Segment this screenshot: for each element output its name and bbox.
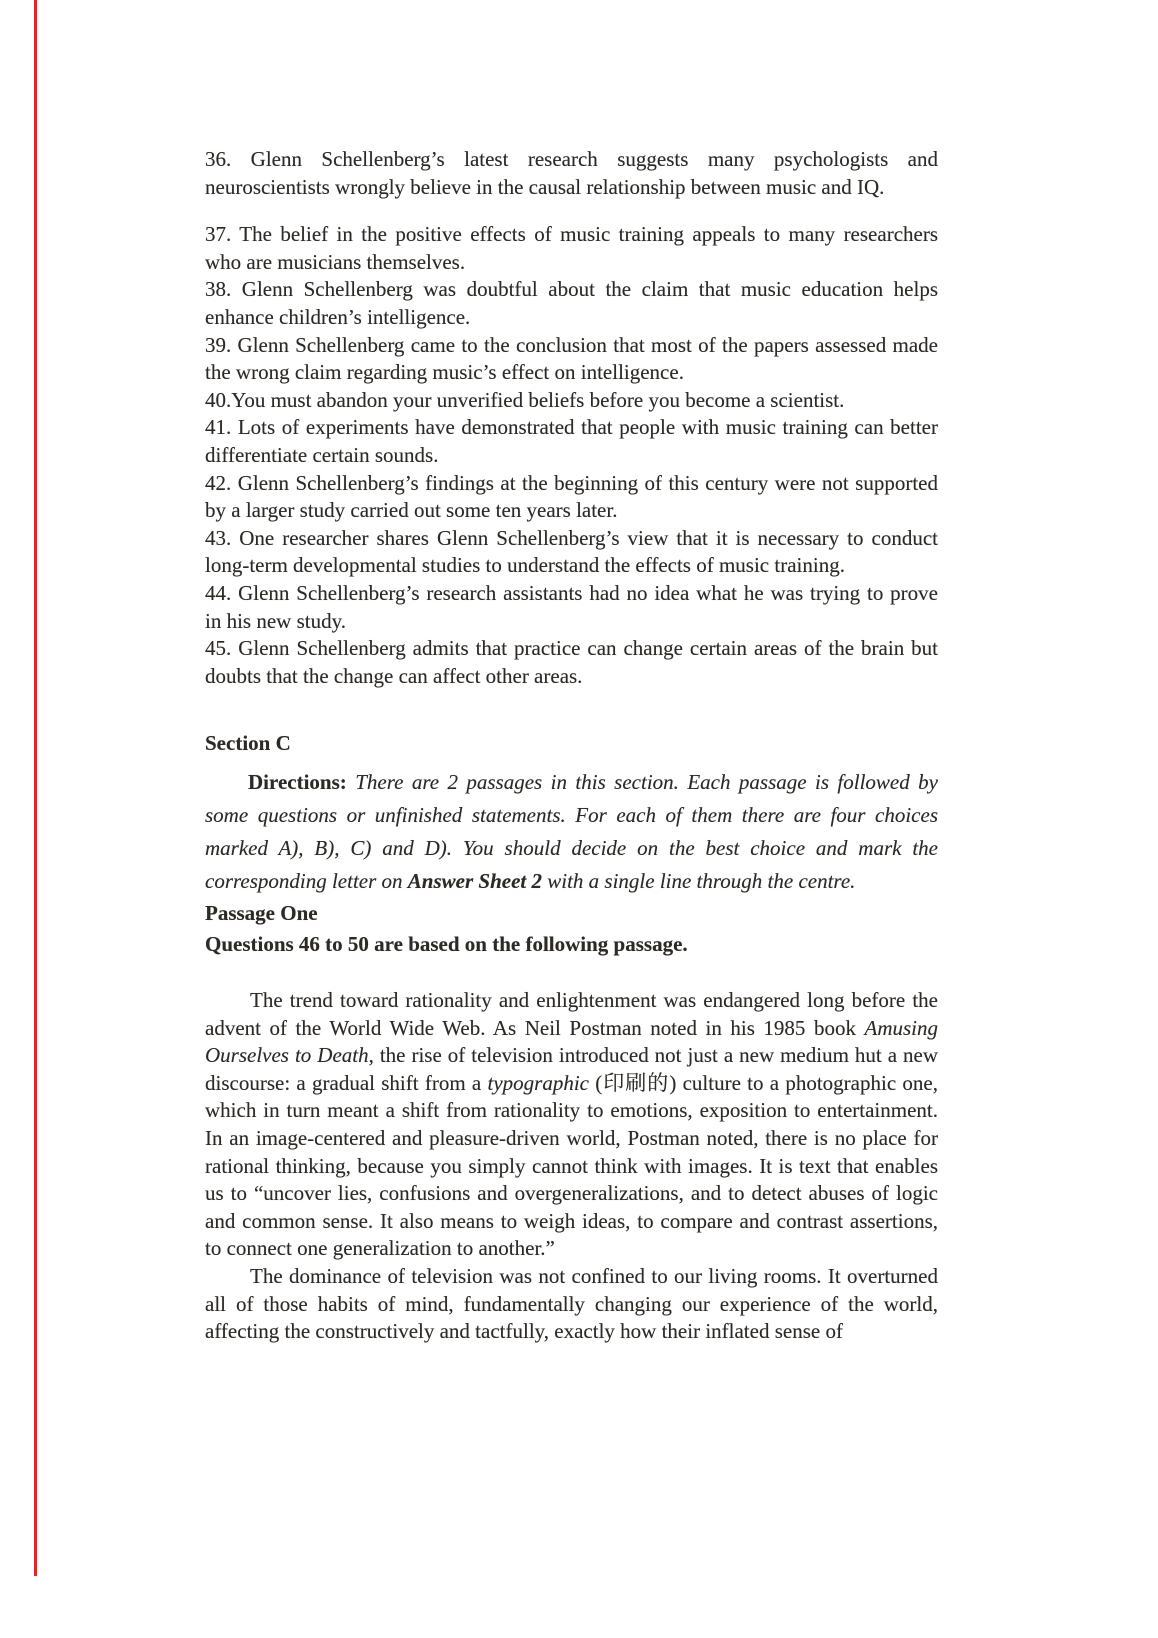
red-margin-line [34,0,37,1576]
passage-paragraph [205,987,938,1263]
text-run: with a single line through the centre. [541,868,856,893]
text-run: Directions: [248,769,356,794]
questions-range-line: Questions 46 to 50 are based on the following passage. [205,932,688,957]
text-run: The trend toward rationality and enlightenment was endangered long before the advent of the World Wide Web. As Neil Postman noted in his 1985 book [205,988,938,1040]
text-run: (印刷的) culture to a photographic one, which in turn meant a shift from rationality to emotions, exposition to entertainment. In an image-centered and pleasure-driven world, Postman noted, there is no place for rational thinking, because you simply cannot think with images. It is text that enables us to “uncover lies, confusions and overgeneralizations, and to detect abuses of logic and common sense. It also means to weigh ideas, to compare and contrast assertions, to connect one generalization to another.” [205,1070,938,1261]
passage-body [205,987,938,1346]
text-run: Answer Sheet 2 [407,868,542,893]
passage-one-heading: Passage One [205,900,318,925]
statement-item: 42. Glenn Schellenberg’s findings at the beginning of this century were not supported by a larger study carried out some ten years later. [205,470,938,523]
page-content [205,146,938,1346]
statement-item: 45. Glenn Schellenberg admits that practice can change certain areas of the brain but doubts that the change can affect other areas. [205,636,938,688]
passage-paragraph [205,1263,938,1346]
statement-list [205,146,938,690]
statement-item: 37. The belief in the positive effects of music training appeals to many researchers who are musicians themselves. [205,222,938,274]
section-c-heading: Section C [205,731,291,756]
statement-item: 39. Glenn Schellenberg came to the conclusion that most of the papers assessed made the wrong claim regarding music’s effect on intelligence. [205,332,938,385]
statement-item: 44. Glenn Schellenberg’s research assistants had no idea what he was trying to prove in his new study. [205,580,938,633]
directions-paragraph [205,766,938,898]
text-run: , the rise of television introduced not just a new medium hut a new discourse: a gradual shift from a [205,1043,939,1095]
statement-item: 40.You must abandon your unverified beliefs before you become a scientist. [205,387,845,412]
text-run: The dominance of television was not confined to our living rooms. It overturned all of those habits of mind, fundamentally changing our experience of the world, affecting the constructively and tactfully, exactly how their inflated sense of [205,1264,938,1344]
statement-item: 38. Glenn Schellenberg was doubtful about the claim that music education helps enhance children’s intelligence. [205,277,938,329]
statement-item: 36. Glenn Schellenberg’s latest research suggests many psychologists and neuroscientists wrongly believe in the causal relationship between music and IQ. [205,147,938,199]
text-run: Amusing Ourselves to Death [205,1015,938,1068]
text-run: There are 2 passages in this section. Each passage is followed by some questions or unfinished statements. For each of them there are four choices marked A), B), C) and D). You should decide on the best choice and mark the corresponding letter on [205,769,938,893]
statement-item: 43. One researcher shares Glenn Schellenberg’s view that it is necessary to conduct long-term developmental studies to understand the effects of music training. [205,525,938,578]
text-run: typographic [487,1070,589,1095]
statement-item: 41. Lots of experiments have demonstrated that people with music training can better differentiate certain sounds. [205,415,938,467]
